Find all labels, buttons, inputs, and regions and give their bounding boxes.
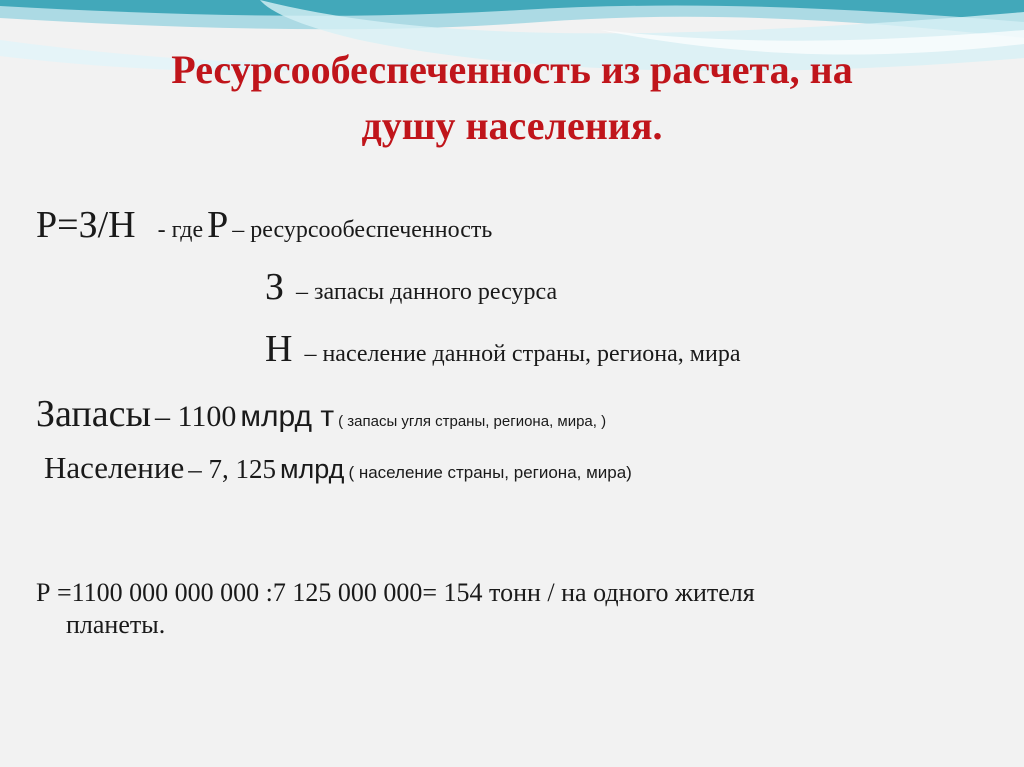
formula-where: - где (157, 217, 204, 243)
population-value: – 7, 125 (188, 454, 276, 484)
population-line (44, 450, 632, 486)
formula-expression: Р=З/Н (36, 204, 136, 246)
calculation-line-2: планеты. (66, 610, 166, 639)
formula-desc-n: – население данной страны, региона, мира (304, 341, 741, 367)
title-line-1: Ресурсообеспеченность из расчета, на (171, 47, 853, 92)
formula-line-n (265, 327, 740, 371)
formula-desc-r: – ресурсообеспеченность (232, 217, 493, 243)
reserves-line (36, 392, 606, 436)
population-note: ( население страны, региона, мира) (348, 463, 632, 482)
population-unit: млрд (279, 454, 345, 484)
title-line-2: душу населения. (361, 103, 663, 148)
reserves-unit: млрд т (240, 400, 335, 433)
formula-line (36, 203, 492, 247)
slide-title (0, 42, 1024, 154)
formula-symbol-z: З (265, 266, 285, 308)
reserves-note: ( запасы угля страны, региона, мира, ) (338, 413, 607, 430)
formula-line-z (265, 265, 557, 309)
calculation-line-1: Р =1100 000 000 000 :7 125 000 000= 154 тонн / на одного жителя (36, 578, 755, 607)
formula-symbol-r: Р (207, 204, 229, 246)
reserves-label: Запасы (36, 393, 152, 435)
calculation (36, 577, 755, 641)
population-label: Население (44, 450, 185, 485)
formula-desc-z: – запасы данного ресурса (296, 279, 558, 305)
formula-symbol-n: Н (265, 328, 293, 370)
reserves-value: – 1100 (155, 400, 237, 433)
